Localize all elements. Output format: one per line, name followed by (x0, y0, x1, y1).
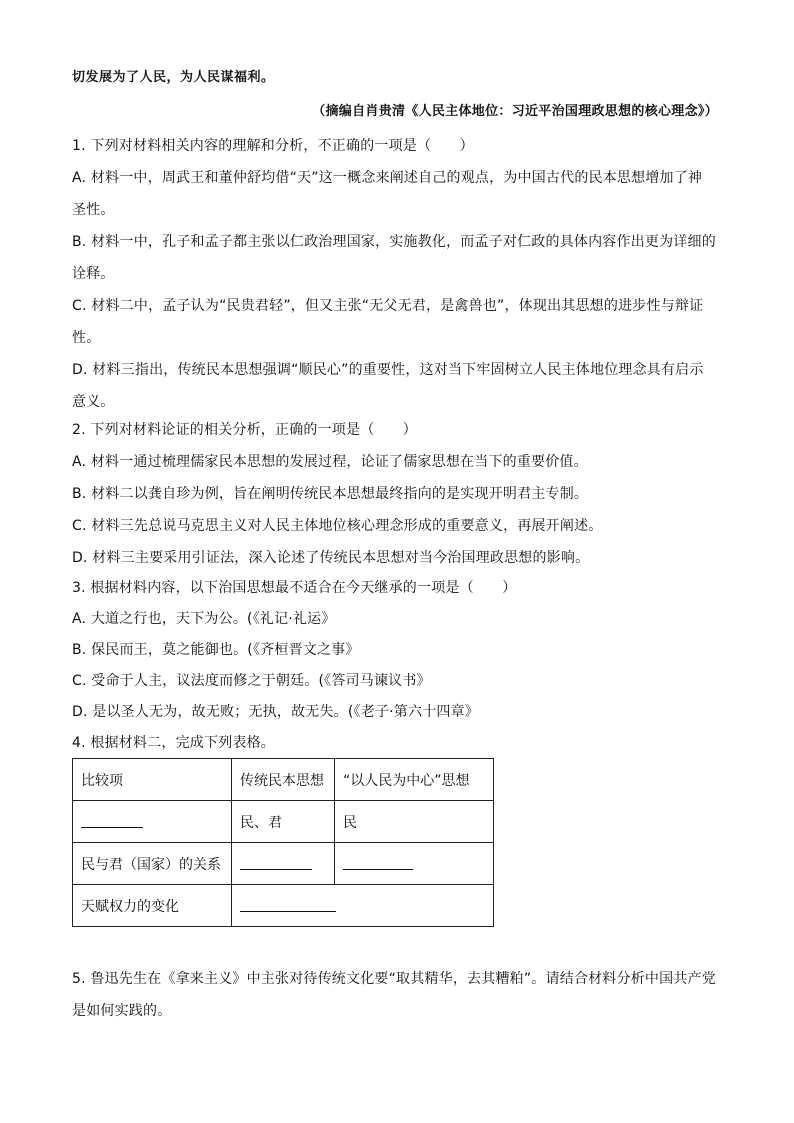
q2-option-d: D. 材料三主要采用引证法，深入论述了传统民本思想对当今治国理政思想的影响。 (72, 550, 590, 566)
q2-option-a: A. 材料一通过梳理儒家民本思想的发展过程，论证了儒家思想在当下的重要价值。 (72, 454, 588, 470)
table-cell (73, 801, 232, 843)
table-header-cell: 传统民本思想 (232, 759, 335, 801)
q1-option-a-cont: 圣性。 (72, 202, 115, 218)
q1-stem: 1. 下列对材料相关内容的理解和分析，不正确的一项是（ ） (72, 138, 474, 154)
q3-option-a: A. 大道之行也，天下为公。(《礼记·礼运》 (72, 611, 336, 627)
answer-blank[interactable] (343, 855, 413, 870)
table-row (73, 759, 494, 801)
table-row (73, 801, 494, 843)
q1-option-a: A. 材料一中，周武王和董仲舒均借“天”这一概念来阐述自己的观点，为中国古代的民本思想增加了神 (72, 170, 703, 186)
q4-stem: 4. 根据材料二，完成下列表格。 (72, 735, 276, 751)
q3-option-b: B. 保民而王，莫之能御也。(《齐桓晋文之事》 (72, 642, 360, 658)
table-row (73, 843, 494, 885)
table-cell: 民、君 (232, 801, 335, 843)
q1-option-b-cont: 诠释。 (72, 266, 115, 282)
q2-option-c: C. 材料三先总说马克思主义对人民主体地位核心理念形成的重要意义，再展开阐述。 (72, 518, 603, 534)
answer-blank[interactable] (240, 855, 312, 870)
q5-text-line-2: 是如何实践的。 (72, 1003, 172, 1019)
q3-option-d: D. 是以圣人无为，故无败；无执，故无失。(《老子·第六十四章》 (72, 704, 479, 720)
table-cell: 天赋权力的变化 (73, 885, 232, 927)
q1-option-c-cont: 性。 (72, 330, 101, 346)
table-cell (232, 885, 494, 927)
answer-blank[interactable] (81, 813, 143, 828)
table-cell (232, 843, 335, 885)
table-row (73, 885, 494, 927)
comparison-table (72, 758, 494, 927)
q1-option-d: D. 材料三指出，传统民本思想强调“顺民心”的重要性，这对当下牢固树立人民主体地位理念具有启示 (72, 362, 704, 378)
answer-blank[interactable] (240, 897, 336, 912)
q1-option-c: C. 材料二中，孟子认为“民贵君轻”，但又主张“无父无君，是禽兽也”，体现出其思想的进步性与辩证 (72, 298, 704, 314)
passage-end-text: 切发展为了人民，为人民谋福利。 (72, 70, 275, 85)
q3-option-c: C. 受命于人主，议法度而修之于朝廷。(《答司马谏议书》 (72, 673, 431, 689)
table-header-cell: “以人民为中心”思想 (335, 759, 494, 801)
q1-option-d-cont: 意义。 (72, 394, 115, 410)
table-cell (335, 843, 494, 885)
q1-option-b: B. 材料一中，孔子和孟子都主张以仁政治理国家，实施教化，而孟子对仁政的具体内容作出更为详细的 (72, 234, 716, 250)
q5-text-line-1: 5. 鲁迅先生在《拿来主义》中主张对待传统文化要“取其精华，去其糟粕”。请结合材料分析中国共产党 (72, 971, 716, 987)
table-cell: 民 (335, 801, 494, 843)
q2-option-b: B. 材料二以龚自珍为例，旨在阐明传统民本思想最终指向的是实现开明君主专制。 (72, 486, 589, 502)
table-header-cell: 比较项 (73, 759, 232, 801)
table-cell: 民与君（国家）的关系 (73, 843, 232, 885)
q2-stem: 2. 下列对材料论证的相关分析，正确的一项是（ ） (72, 422, 418, 438)
source-citation: （摘编自肖贵清《人民主体地位：习近平治国理政思想的核心理念》） (312, 104, 718, 119)
q3-stem: 3. 根据材料内容，以下治国思想最不适合在今天继承的一项是（ ） (72, 580, 517, 596)
